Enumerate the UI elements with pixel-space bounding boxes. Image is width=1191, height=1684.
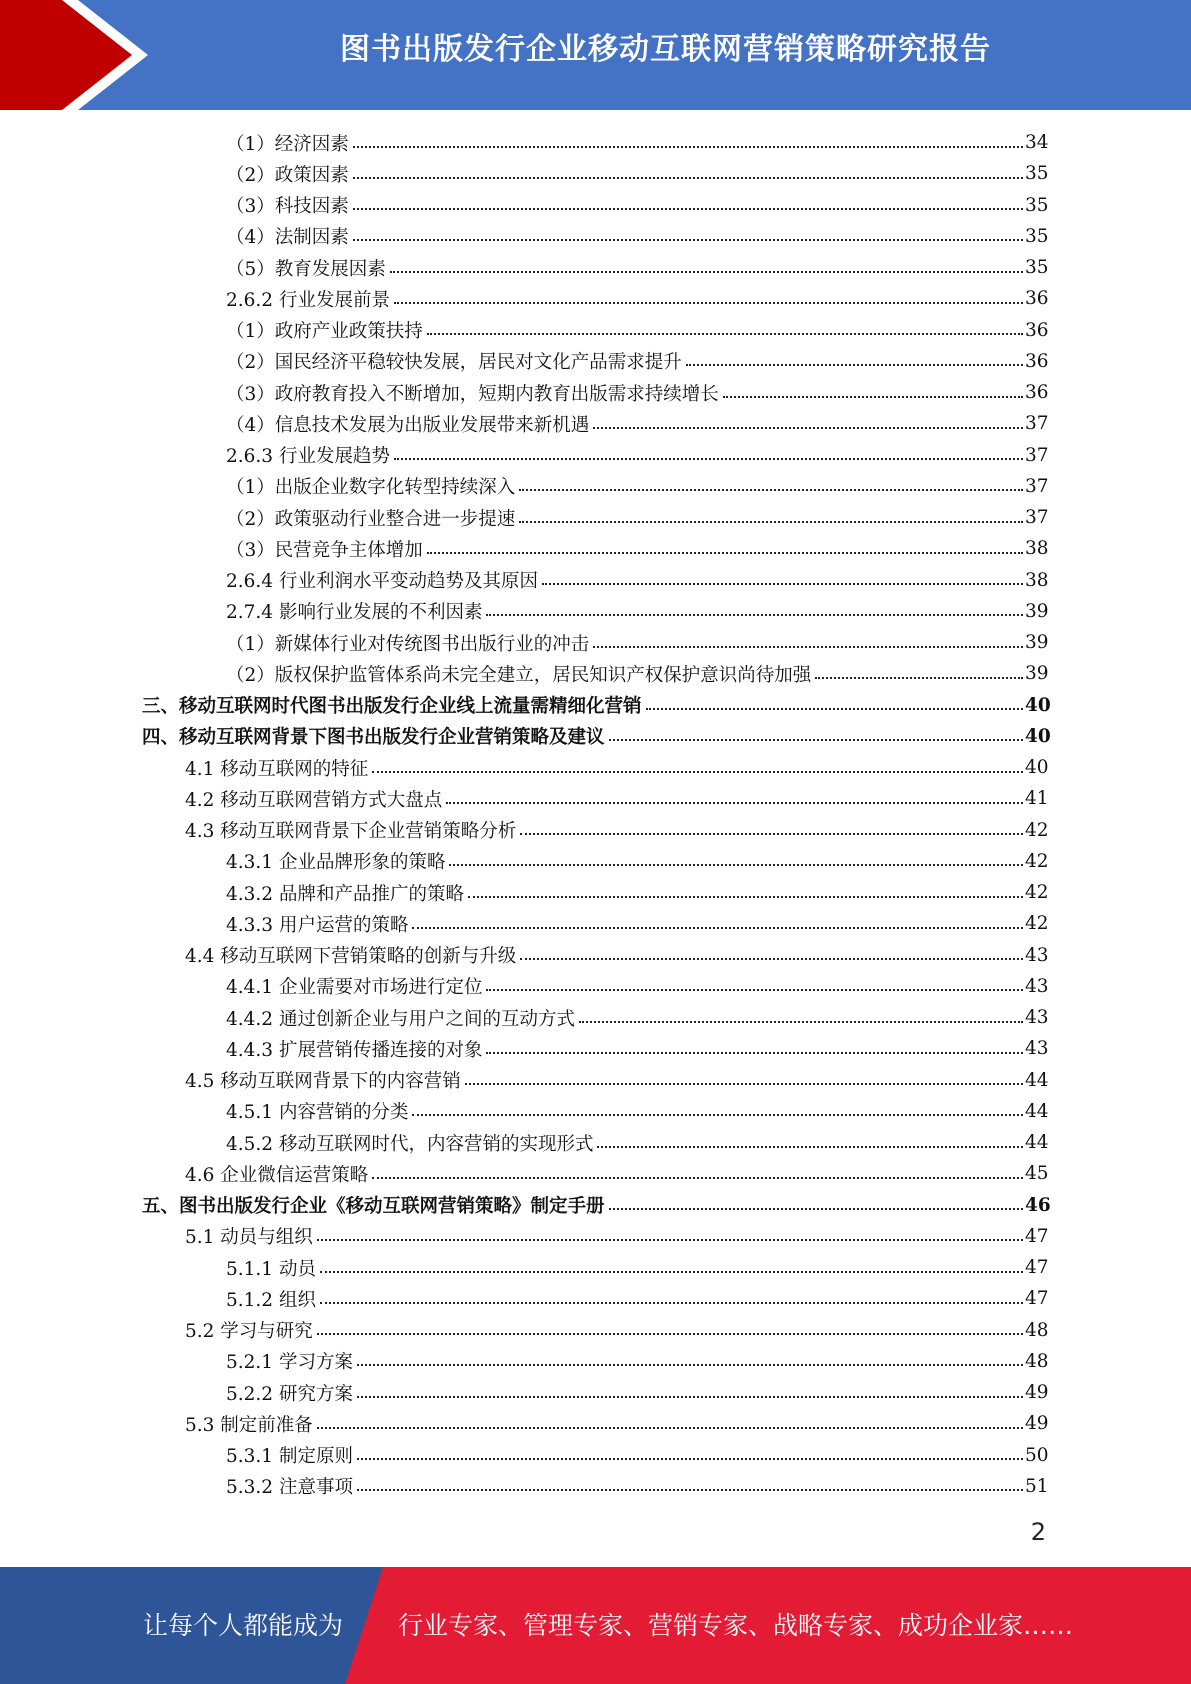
toc-entry-title: 4.4.2 通过创新企业与用户之间的互动方式 bbox=[226, 1008, 575, 1030]
toc-entry[interactable] bbox=[0, 252, 1191, 283]
toc-entry-title: （4）法制因素 bbox=[226, 227, 349, 249]
toc-entry-title: 2.6.2 行业发展前景 bbox=[226, 289, 390, 311]
toc-entry-title: （3）民营竞争主体增加 bbox=[226, 539, 423, 561]
toc-entry[interactable] bbox=[0, 533, 1191, 564]
toc-entry-page: 38 bbox=[1025, 538, 1049, 560]
toc-dot-leader bbox=[579, 1021, 1023, 1023]
toc-entry-title: （1）出版企业数字化转型持续深入 bbox=[226, 477, 516, 499]
toc-entry-title: 四、移动互联网背景下图书出版发行企业营销策略及建议 bbox=[142, 727, 605, 749]
toc-entry[interactable] bbox=[0, 877, 1191, 908]
toc-entry[interactable] bbox=[0, 1096, 1191, 1127]
toc-entry-page: 44 bbox=[1025, 1069, 1049, 1091]
page-footer bbox=[0, 1567, 1191, 1684]
toc-dot-leader bbox=[353, 177, 1023, 179]
toc-entry-page: 42 bbox=[1025, 913, 1049, 935]
toc-entry-page: 42 bbox=[1025, 850, 1049, 872]
toc-entry[interactable] bbox=[0, 1471, 1191, 1502]
toc-entry[interactable] bbox=[0, 721, 1191, 752]
toc-entry-title: 5.3 制定前准备 bbox=[185, 1414, 313, 1436]
toc-entry[interactable] bbox=[0, 1158, 1191, 1189]
toc-dot-leader bbox=[486, 1052, 1023, 1054]
toc-dot-leader bbox=[412, 927, 1023, 929]
footer-slogan-left: 让每个人都能成为 bbox=[143, 1611, 344, 1640]
toc-entry-title: 4.4.3 扩展营销传播连接的对象 bbox=[226, 1039, 483, 1061]
toc-entry-title: 4.5.2 移动互联网时代，内容营销的实现形式 bbox=[226, 1133, 594, 1155]
toc-dot-leader bbox=[357, 1489, 1023, 1491]
toc-entry-title: 2.6.4 行业利润水平变动趋势及其原因 bbox=[226, 571, 538, 593]
toc-entry-title: 4.4 移动互联网下营销策略的创新与升级 bbox=[185, 946, 517, 968]
toc-entry[interactable] bbox=[0, 471, 1191, 502]
toc-entry-page: 39 bbox=[1025, 663, 1049, 685]
toc-entry-page: 49 bbox=[1025, 1413, 1049, 1435]
toc-dot-leader bbox=[357, 1364, 1023, 1366]
toc-entry[interactable] bbox=[0, 1377, 1191, 1408]
toc-entry-title: （1）政府产业政策扶持 bbox=[226, 321, 423, 343]
toc-entry-page: 35 bbox=[1025, 257, 1049, 279]
toc-entry[interactable] bbox=[0, 658, 1191, 689]
toc-dot-leader bbox=[519, 489, 1023, 491]
toc-entry-page: 39 bbox=[1025, 600, 1049, 622]
toc-entry[interactable] bbox=[0, 127, 1191, 158]
header-title: 图书出版发行企业移动互联网营销策略研究报告 bbox=[340, 32, 991, 67]
toc-dot-leader bbox=[593, 646, 1023, 648]
toc-entry[interactable] bbox=[0, 690, 1191, 721]
toc-entry[interactable] bbox=[0, 221, 1191, 252]
toc-entry-page: 43 bbox=[1025, 1038, 1049, 1060]
toc-entry[interactable] bbox=[0, 502, 1191, 533]
toc-dot-leader bbox=[686, 364, 1023, 366]
toc-entry-page: 50 bbox=[1025, 1444, 1049, 1466]
toc-entry-title: （3）政府教育投入不断增加，短期内教育出版需求持续增长 bbox=[226, 383, 719, 405]
toc-entry[interactable] bbox=[0, 377, 1191, 408]
toc-entry-title: 4.4.1 企业需要对市场进行定位 bbox=[226, 977, 483, 999]
toc-entry-page: 37 bbox=[1025, 475, 1049, 497]
toc-entry-page: 44 bbox=[1025, 1100, 1049, 1122]
toc-entry-title: 4.3.3 用户运营的策略 bbox=[226, 914, 409, 936]
toc-entry-page: 39 bbox=[1025, 632, 1049, 654]
toc-dot-leader bbox=[468, 896, 1023, 898]
toc-dot-leader bbox=[317, 1333, 1023, 1335]
toc-entry[interactable] bbox=[0, 315, 1191, 346]
toc-entry-page: 42 bbox=[1025, 882, 1049, 904]
footer-slogan-right: 行业专家、管理专家、营销专家、战略专家、成功企业家…… bbox=[398, 1611, 1074, 1640]
toc-entry[interactable] bbox=[0, 565, 1191, 596]
toc-entry[interactable] bbox=[0, 1252, 1191, 1283]
toc-entry[interactable] bbox=[0, 1315, 1191, 1346]
toc-entry-title: 5.2.2 研究方案 bbox=[226, 1383, 353, 1405]
toc-entry[interactable] bbox=[0, 1221, 1191, 1252]
toc-entry-title: 2.7.4 影响行业发展的不利因素 bbox=[226, 602, 483, 624]
toc-dot-leader bbox=[427, 552, 1023, 554]
header-arrow-logo bbox=[0, 0, 150, 110]
toc-entry-page: 36 bbox=[1025, 288, 1049, 310]
toc-entry-page: 36 bbox=[1025, 382, 1049, 404]
toc-entry-page: 43 bbox=[1025, 1007, 1049, 1029]
toc-entry-title: 5.3.2 注意事项 bbox=[226, 1477, 353, 1499]
toc-entry-title: 4.3.2 品牌和产品推广的策略 bbox=[226, 883, 464, 905]
toc-entry-page: 34 bbox=[1025, 132, 1049, 154]
toc-entry-page: 37 bbox=[1025, 413, 1049, 435]
toc-entry-page: 35 bbox=[1025, 163, 1049, 185]
toc-entry[interactable] bbox=[0, 1408, 1191, 1439]
toc-entry-page: 43 bbox=[1025, 975, 1049, 997]
toc-entry-title: （1）新媒体行业对传统图书出版行业的冲击 bbox=[226, 633, 590, 655]
toc-dot-leader bbox=[317, 1427, 1023, 1429]
toc-dot-leader bbox=[357, 1458, 1023, 1460]
toc-entry-title: （5）教育发展因素 bbox=[226, 258, 386, 280]
toc-dot-leader bbox=[597, 1146, 1023, 1148]
toc-entry[interactable] bbox=[0, 158, 1191, 189]
toc-entry-page: 42 bbox=[1025, 819, 1049, 841]
toc-entry-title: （2）国民经济平稳较快发展，居民对文化产品需求提升 bbox=[226, 352, 682, 374]
toc-entry[interactable] bbox=[0, 783, 1191, 814]
toc-dot-leader bbox=[427, 333, 1023, 335]
toc-dot-leader bbox=[609, 739, 1023, 741]
toc-entry[interactable] bbox=[0, 1033, 1191, 1064]
toc-entry-title: （1）经济因素 bbox=[226, 133, 349, 155]
toc-entry[interactable] bbox=[0, 408, 1191, 439]
toc-dot-leader bbox=[520, 958, 1023, 960]
toc-entry-page: 47 bbox=[1025, 1257, 1049, 1279]
toc-entry[interactable] bbox=[0, 908, 1191, 939]
toc-dot-leader bbox=[372, 771, 1023, 773]
toc-dot-leader bbox=[519, 521, 1023, 523]
toc-dot-leader bbox=[353, 239, 1023, 241]
toc-dot-leader bbox=[357, 1396, 1023, 1398]
toc-entry[interactable] bbox=[0, 752, 1191, 783]
toc-dot-leader bbox=[449, 864, 1023, 866]
toc-entry[interactable] bbox=[0, 1190, 1191, 1221]
toc-entry-title: 5.2.1 学习方案 bbox=[226, 1352, 353, 1374]
toc-dot-leader bbox=[353, 208, 1023, 210]
toc-entry[interactable] bbox=[0, 440, 1191, 471]
toc-entry[interactable] bbox=[0, 815, 1191, 846]
toc-entry-title: 5.1 动员与组织 bbox=[185, 1227, 313, 1249]
toc-dot-leader bbox=[353, 146, 1023, 148]
toc-entry[interactable] bbox=[0, 1127, 1191, 1158]
toc-entry[interactable] bbox=[0, 971, 1191, 1002]
toc-dot-leader bbox=[593, 427, 1023, 429]
toc-dot-leader bbox=[542, 583, 1023, 585]
toc-entry[interactable] bbox=[0, 190, 1191, 221]
toc-entry-title: 4.6 企业微信运营策略 bbox=[185, 1164, 369, 1186]
toc-dot-leader bbox=[465, 1083, 1023, 1085]
page-header bbox=[0, 0, 1191, 110]
toc-entry-title: 4.5.1 内容营销的分类 bbox=[226, 1102, 409, 1124]
toc-dot-leader bbox=[394, 302, 1023, 304]
table-of-contents bbox=[0, 127, 1191, 1502]
toc-dot-leader bbox=[412, 1114, 1023, 1116]
toc-entry[interactable] bbox=[0, 627, 1191, 658]
toc-entry-page: 48 bbox=[1025, 1350, 1049, 1372]
toc-entry[interactable] bbox=[0, 1440, 1191, 1471]
toc-entry[interactable] bbox=[0, 1065, 1191, 1096]
toc-dot-leader bbox=[390, 271, 1023, 273]
toc-entry-page: 36 bbox=[1025, 350, 1049, 372]
toc-dot-leader bbox=[317, 1239, 1023, 1241]
toc-entry-title: 五、图书出版发行企业《移动互联网营销策略》制定手册 bbox=[142, 1196, 605, 1218]
toc-entry-page: 37 bbox=[1025, 507, 1049, 529]
toc-entry-page: 48 bbox=[1025, 1319, 1049, 1341]
toc-entry-page: 40 bbox=[1025, 694, 1051, 716]
toc-entry-title: 5.1.1 动员 bbox=[226, 1258, 316, 1280]
toc-entry-page: 36 bbox=[1025, 319, 1049, 341]
toc-entry-page: 35 bbox=[1025, 194, 1049, 216]
toc-entry[interactable] bbox=[0, 846, 1191, 877]
toc-entry-page: 40 bbox=[1025, 725, 1051, 747]
toc-entry[interactable] bbox=[0, 1002, 1191, 1033]
page-number: 2 bbox=[1030, 1518, 1046, 1546]
toc-entry-page: 40 bbox=[1025, 757, 1049, 779]
toc-entry-page: 37 bbox=[1025, 444, 1049, 466]
toc-entry-title: 5.3.1 制定原则 bbox=[226, 1446, 353, 1468]
toc-dot-leader bbox=[372, 1177, 1023, 1179]
toc-entry-page: 45 bbox=[1025, 1163, 1049, 1185]
toc-entry-title: （2）政策驱动行业整合进一步提速 bbox=[226, 508, 516, 530]
toc-dot-leader bbox=[815, 677, 1023, 679]
toc-entry-title: 4.3 移动互联网背景下企业营销策略分析 bbox=[185, 821, 517, 843]
toc-dot-leader bbox=[520, 833, 1023, 835]
toc-dot-leader bbox=[394, 458, 1023, 460]
toc-entry[interactable] bbox=[0, 596, 1191, 627]
toc-entry-title: 2.6.3 行业发展趋势 bbox=[226, 446, 390, 468]
toc-entry-title: （4）信息技术发展为出版业发展带来新机遇 bbox=[226, 414, 590, 436]
toc-entry[interactable] bbox=[0, 1346, 1191, 1377]
toc-entry-title: 4.3.1 企业品牌形象的策略 bbox=[226, 852, 446, 874]
toc-dot-leader bbox=[446, 802, 1023, 804]
toc-dot-leader bbox=[486, 614, 1023, 616]
toc-entry-title: 4.1 移动互联网的特征 bbox=[185, 758, 369, 780]
toc-dot-leader bbox=[646, 708, 1023, 710]
toc-entry[interactable] bbox=[0, 283, 1191, 314]
toc-entry-page: 47 bbox=[1025, 1288, 1049, 1310]
toc-entry-title: 三、移动互联网时代图书出版发行企业线上流量需精细化营销 bbox=[142, 696, 642, 718]
toc-entry-title: 5.1.2 组织 bbox=[226, 1289, 316, 1311]
toc-entry[interactable] bbox=[0, 346, 1191, 377]
toc-dot-leader bbox=[609, 1208, 1023, 1210]
toc-entry[interactable] bbox=[0, 1283, 1191, 1314]
toc-dot-leader bbox=[486, 989, 1023, 991]
toc-entry-page: 35 bbox=[1025, 225, 1049, 247]
toc-entry-page: 38 bbox=[1025, 569, 1049, 591]
toc-entry-page: 51 bbox=[1025, 1475, 1049, 1497]
toc-entry-page: 44 bbox=[1025, 1132, 1049, 1154]
toc-dot-leader bbox=[723, 396, 1023, 398]
toc-entry-title: 4.2 移动互联网营销方式大盘点 bbox=[185, 789, 443, 811]
toc-entry-page: 43 bbox=[1025, 944, 1049, 966]
toc-entry-page: 49 bbox=[1025, 1382, 1049, 1404]
toc-dot-leader bbox=[320, 1271, 1023, 1273]
toc-entry-page: 41 bbox=[1025, 788, 1049, 810]
toc-entry-page: 46 bbox=[1025, 1194, 1051, 1216]
toc-entry-page: 47 bbox=[1025, 1225, 1049, 1247]
toc-entry-title: （3）科技因素 bbox=[226, 196, 349, 218]
toc-entry[interactable] bbox=[0, 940, 1191, 971]
toc-entry-title: （2）政策因素 bbox=[226, 164, 349, 186]
toc-entry-title: （2）版权保护监管体系尚未完全建立，居民知识产权保护意识尚待加强 bbox=[226, 664, 812, 686]
toc-entry-title: 4.5 移动互联网背景下的内容营销 bbox=[185, 1071, 461, 1093]
toc-dot-leader bbox=[320, 1302, 1023, 1304]
toc-entry-title: 5.2 学习与研究 bbox=[185, 1321, 313, 1343]
